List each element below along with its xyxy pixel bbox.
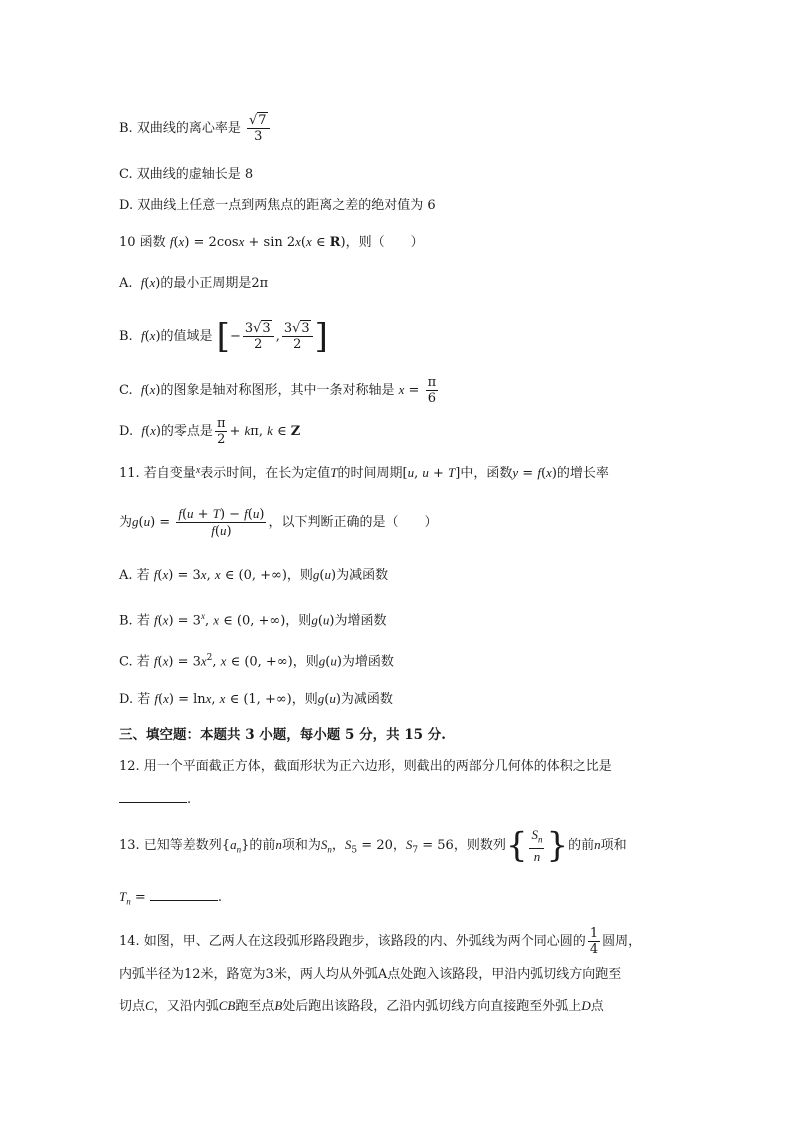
q10-option-b: B. f(x)的值域是 [− $\frac{3√3}{2}$ , $\frac{3√3}{2}$ ] — [119, 316, 328, 357]
q11-option-d: D. 若 f(x) = lnx, x ∈ (1, +∞)，则g(u)为减函数 — [119, 691, 393, 707]
q10-option-d: D. f(x)的零点是 $\frac{\pi}{2}$ + kπ, k ∈ Z — [119, 416, 301, 447]
eccentricity-fraction: $\frac{√7}{3}$ — [247, 113, 270, 144]
q13-stem: 13. 已知等差数列$\{a_n\}$的前n项和为$S_n$，$S_5 = 20$，$S_7 = 56$，则数列{ $\frac{S_n}{n}$ }的前n项和 — [119, 825, 627, 866]
q10-option-a: A. f(x)的最小正周期是2π — [119, 275, 269, 291]
q13-answer-blank: $T_n$ = . — [119, 886, 222, 912]
section-heading: 三、填空题：本题共 3 小题，每小题 5 分，共 15 分. — [119, 727, 446, 743]
q11-stem-line1: 11. 若自变量$^x$表示时间，在长为定值T的时间周期[u, u + T]中，函数y = f(x)的增长率 — [119, 465, 609, 481]
q9-option-b: B. 双曲线的离心率是 $\frac{√7}{3}$ — [119, 113, 272, 144]
q12-answer-blank: . — [119, 788, 191, 810]
q14-line1: 14. 如图，甲、乙两人在这段弧形路段跑步，该路段的内、外弧线为两个同心圆的 $\frac{1}{4}$ 圆周， — [119, 926, 642, 957]
q12-stem: 12. 用一个平面截正方体，截面形状为正六边形，则截出的两部分几何体的体积之比是 — [119, 759, 612, 774]
q10-option-c: C. f(x)的图象是轴对称图形，其中一条对称轴是 x = $\frac{\pi}{6}$ — [119, 375, 437, 406]
q11-stem-line2: 为g(u) = $\frac{f(u + T) - f(u)}{f(u)}$ ，以下判断正确的是（ ） — [119, 506, 438, 539]
q9-option-c: C. 双曲线的虚轴长是 8 — [119, 167, 254, 182]
q11-option-c: C. 若 $f(x) = 3x^2$, x ∈ (0, +∞)，则g(u)为增函数 — [119, 653, 394, 670]
q11-option-b: B. 若 $f(x) = 3^x$, x ∈ (0, +∞)，则g(u)为增函数 — [119, 611, 387, 629]
q9-option-d: D. 双曲线上任意一点到两焦点的距离之差的绝对值为 6 — [119, 198, 436, 213]
q14-line3: 切点C，又沿内弧CB跑至点B处后跑出该路段，乙沿内弧切线方向直接跑至外弧上D点 — [119, 998, 604, 1014]
q11-option-a: A. 若 f(x) = 3x, x ∈ (0, +∞)，则g(u)为减函数 — [119, 567, 389, 583]
q10-stem: 10 函数 f(x) = 2cosx + sin 2x(x ∈ R)，则（ ） — [119, 234, 424, 250]
q14-line2: 内弧半径为12米，路宽为3米，两人均从外弧A点处跑入该路段，甲沿内弧切线方向跑至 — [119, 967, 622, 982]
